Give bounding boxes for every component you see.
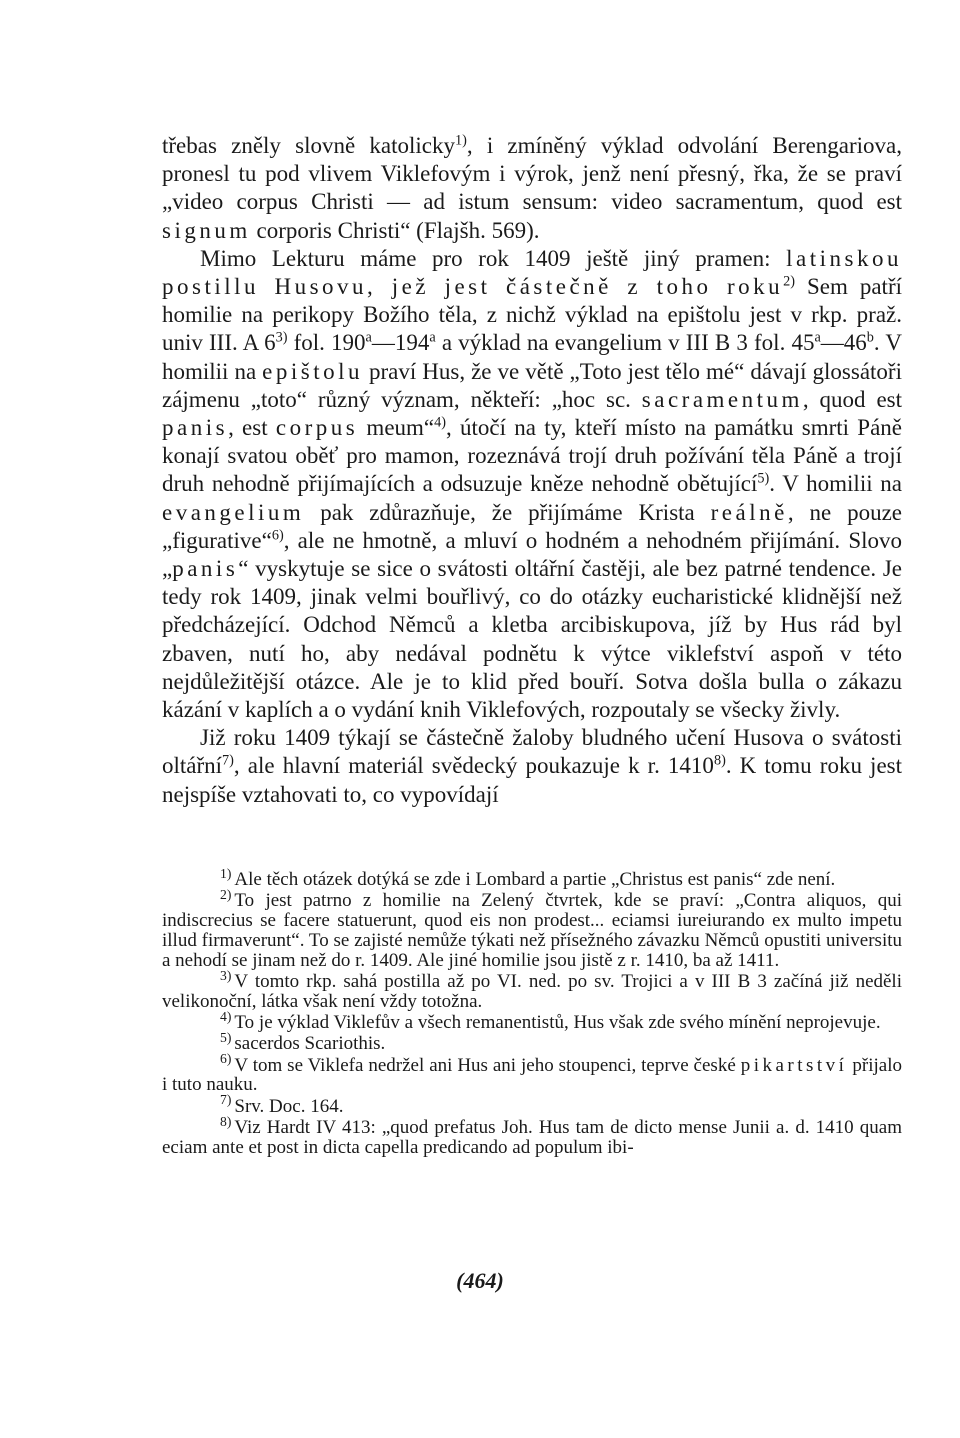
text-run: . V homilii na xyxy=(162,330,902,384)
footnote xyxy=(162,1113,902,1158)
text-run: To je výklad Viklefův a všech remanentistů, Hus však zde svého mínění neprojevuje. xyxy=(234,1012,881,1034)
footnote-marker: 3) xyxy=(220,967,232,983)
text-run: Již roku 1409 týkají se částečně žaloby bludného učení Husova o svátosti oltářní xyxy=(162,725,902,779)
text-run: Mimo Lekturu máme pro rok 1409 ještě jiný pramen: xyxy=(200,245,787,271)
spaced-emphasis: panis xyxy=(172,556,239,582)
text-run: . V homilii na xyxy=(769,471,902,497)
footnote xyxy=(162,1008,902,1034)
footnote-reference: 7) xyxy=(222,752,234,769)
footnote xyxy=(162,1051,902,1096)
footnote-reference: a xyxy=(429,329,436,346)
footnote-reference: 6) xyxy=(271,527,284,544)
footnote xyxy=(162,1092,902,1117)
text-run: Ale těch otázek dotýká se zde i Lombard a partie „Christus est panis“ zde není. xyxy=(234,869,836,890)
text-run: Sem patří homilie na perikopy Božího těla, z nichž výklad na epištolu jest v rkp. praž. univ III. A 6 xyxy=(162,274,902,356)
text-run: corporis Christi“ (Flajšh. 569). xyxy=(250,217,540,243)
text-run: Viz Hardt IV 413: „quod prefatus Joh. Hus tam de dicto mense Junii a. d. 1410 quam eciam ante et post in dicta capella predicando ad populum ibi- xyxy=(162,1117,902,1158)
footnote-reference: 1) xyxy=(455,132,467,149)
spaced-emphasis: signum xyxy=(162,217,251,243)
text-run: , est xyxy=(228,415,276,441)
footnote xyxy=(162,865,902,890)
text-run: pak zdůrazňuje, že přijímáme Krista xyxy=(304,499,711,525)
footnotes xyxy=(162,865,902,1159)
text-run: To jest patrno z homilie na Zelený čtvrtek, kde se praví: „Contra aliquos, qui indiscrecius se facere statuerunt, quod eis non prodest... eciamsi iureiurando ex multo impetu illud firmaverunt“. To se zajisté nemůže týkati než přísežného závazku Němců opustiti universitu a nehodí se jinam než do r. 1409. Ale jiné homilie jsou jistě z r. 1410, ba až 1411. xyxy=(162,890,902,971)
footnote-marker: 4) xyxy=(220,1008,232,1024)
text-run: —194 xyxy=(371,330,430,356)
text-run: sacerdos Scariothis. xyxy=(234,1033,386,1055)
spaced-emphasis: corpus xyxy=(275,415,359,441)
text-run: , ne pouze „figurative“ xyxy=(162,499,902,553)
text-run: , i zmíněný výklad odvolání Berengariova, pronesl tu pod vlivem Viklefovým i výrok, jenž není přesný, řka, že se praví „video corpus Christi — ad istum sensum: video sacramentum, quod est xyxy=(162,133,902,215)
text-run: praví Hus, že ve větě „Toto jest tělo mé“ dávají glossátoři zájmenu „toto“ různý význam, někteří: „hoc sc. xyxy=(162,358,902,412)
footnote-marker: 8) xyxy=(220,1113,232,1129)
text-run: —46 xyxy=(820,330,867,356)
footnote-marker: 6) xyxy=(220,1051,232,1067)
paragraph xyxy=(162,245,902,724)
footnote xyxy=(162,886,902,971)
footnote-reference: 2) xyxy=(783,273,795,290)
text-run: V tomto rkp. sahá postilla až po VI. ned. po sv. Trojici a v III B 3 začíná již neděli velikonoční, látka však není vždy totožna. xyxy=(162,970,902,1012)
text-run: , quod est xyxy=(802,386,902,412)
spaced-emphasis: sacramentum xyxy=(641,386,803,412)
footnote-reference: 3) xyxy=(275,329,288,346)
text-run: V tom se Viklefa nedržel ani Hus ani jeho stoupenci, teprve české xyxy=(234,1054,741,1076)
spaced-emphasis: reálně xyxy=(710,499,788,525)
text-run: , ale hlavní materiál svědecký poukazuje k r. 1410 xyxy=(233,753,714,779)
footnote-marker: 1) xyxy=(220,865,232,881)
footnote-reference: b xyxy=(866,329,874,346)
footnote-marker: 5) xyxy=(220,1030,232,1046)
text-run: fol. 190 xyxy=(287,330,366,356)
text-run: meum“ xyxy=(358,415,435,441)
footnote-marker: 7) xyxy=(220,1092,232,1108)
text-run: a výklad na evangelium v III B 3 fol. 45 xyxy=(435,330,815,356)
spaced-emphasis: epištolu xyxy=(262,358,364,384)
paragraph xyxy=(162,132,902,245)
text-run: třebas zněly slovně katolicky xyxy=(162,133,455,158)
footnote xyxy=(162,1030,902,1055)
spaced-emphasis: pikartství xyxy=(740,1054,848,1076)
text-run: . K tomu roku jest nejspíše vztahovati to, co vypovídají xyxy=(162,753,902,807)
spaced-emphasis: evangelium xyxy=(162,499,305,525)
footnote-reference: a xyxy=(365,329,372,346)
paragraph xyxy=(162,724,902,809)
text-run: , ale ne hmotně, a mluví o hodném a nehodném přijímání. Slovo „ xyxy=(162,527,902,582)
footnote-marker: 2) xyxy=(220,886,232,902)
footnote-reference: 8) xyxy=(713,752,726,769)
text-run: “ vyskytuje se sice o svátosti oltářní častěji, ale bez patrné tendence. Je tedy rok 1409, jinak velmi bouřlivý, co do otázky eucharistické klidnější než předcházející. Odchod Němců a kletba arcibiskupova, jíž by Hus rád byl zbaven, nutí ho, aby nedával podnětu k výtce viklefství aspoň v této nejdůležitější otázce. Ale je to klid před bouří. Sotva došla bulla o zákazu kázání v kaplích a o vydání knih Viklefových, rozpoutaly se všecky živly. xyxy=(162,556,902,723)
main-text xyxy=(162,132,902,809)
text-run: přijalo i tuto nauku. xyxy=(162,1054,902,1096)
page-number: (464) xyxy=(456,1268,504,1293)
footnote-reference: a xyxy=(814,329,821,346)
text-run: , útočí na ty, kteří místo na památku smrti Páně konají svatou oběť pro mamon, rozeznává trojí druh požívání těla Páně a trojí druh nehodně přijímajících a odsuzuje kněze nehodně obětující xyxy=(162,415,902,497)
text-run: Srv. Doc. 164. xyxy=(234,1095,344,1117)
footnote-reference: 4) xyxy=(434,414,447,431)
footnote xyxy=(162,967,902,1012)
spaced-emphasis: latinskou postillu Husovu, jež jest částečně z toho roku xyxy=(162,245,902,300)
spaced-emphasis: panis xyxy=(162,415,229,441)
footnote-reference: 5) xyxy=(757,470,770,487)
